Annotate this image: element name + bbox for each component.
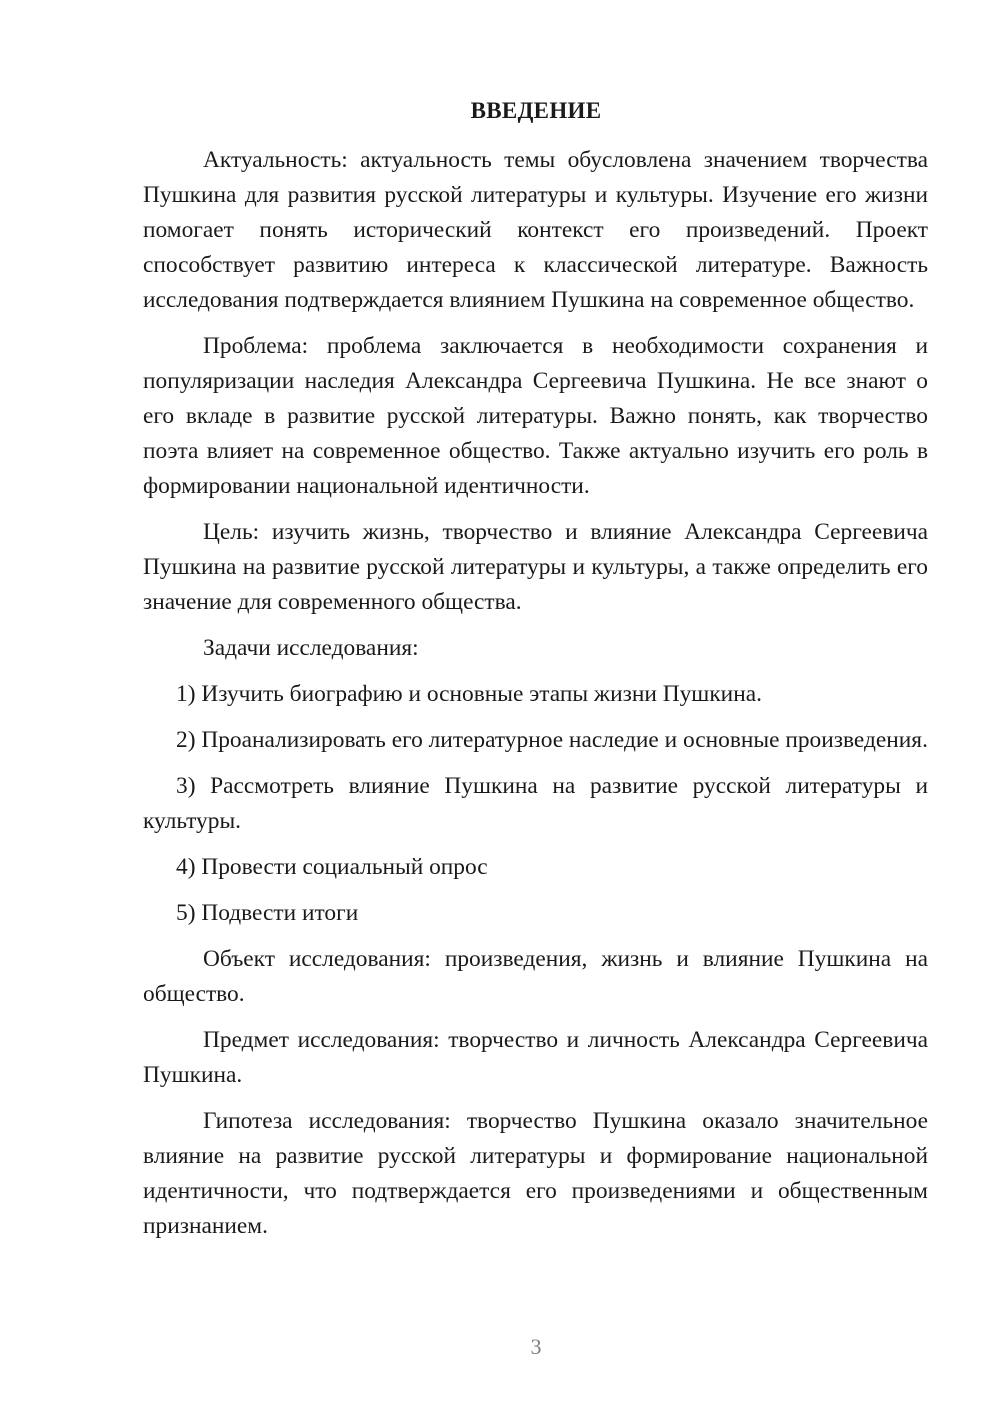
paragraph-goal: Цель: изучить жизнь, творчество и влияние Александра Сергеевича Пушкина на развитие русской литературы и культуры, а также определить его значение для современного общества. (143, 519, 928, 615)
page-title: ВВЕДЕНИЕ (470, 98, 602, 123)
paragraph-subject: Предмет исследования: творчество и личность Александра Сергеевича Пушкина. (143, 1027, 928, 1088)
task-item-1: 1) Изучить биографию и основные этапы жизни Пушкина. (176, 681, 762, 707)
task-item-4: 4) Провести социальный опрос (176, 854, 488, 880)
paragraph-object: Объект исследования: произведения, жизнь и влияние Пушкина на общество. (143, 946, 928, 1007)
task-item-2: 2) Проанализировать его литературное наследие и основные произведения. (176, 727, 928, 753)
paragraph-relevance: Актуальность: актуальность темы обусловлена значением творчества Пушкина для развития русской литературы и культуры. Изучение его жизни помогает понять исторический контекст его произведений. Проект способствует развитию интереса к классической литературе. Важность исследования подтверждается влиянием Пушкина на современное общество. (143, 147, 928, 313)
task-item-5: 5) Подвести итоги (176, 900, 359, 926)
task-item-3: 3) Рассмотреть влияние Пушкина на развитие русской литературы и культуры. (143, 773, 928, 834)
page-number: 3 (530, 1334, 542, 1359)
paragraph-tasks-heading: Задачи исследования: (203, 635, 419, 661)
paragraph-hypothesis: Гипотеза исследования: творчество Пушкина оказало значительное влияние на развитие русской литературы и формирование национальной идентичности, что подтверждается его произведениями и общественным признанием. (143, 1108, 928, 1239)
document-body (143, 143, 928, 1255)
paragraph-problem: Проблема: проблема заключается в необходимости сохранения и популяризации наследия Александра Сергеевича Пушкина. Не все знают о его вкладе в развитие русской литературы. Важно понять, как творчество поэта влияет на современное общество. Также актуально изучить его роль в формировании национальной идентичности. (143, 333, 928, 499)
